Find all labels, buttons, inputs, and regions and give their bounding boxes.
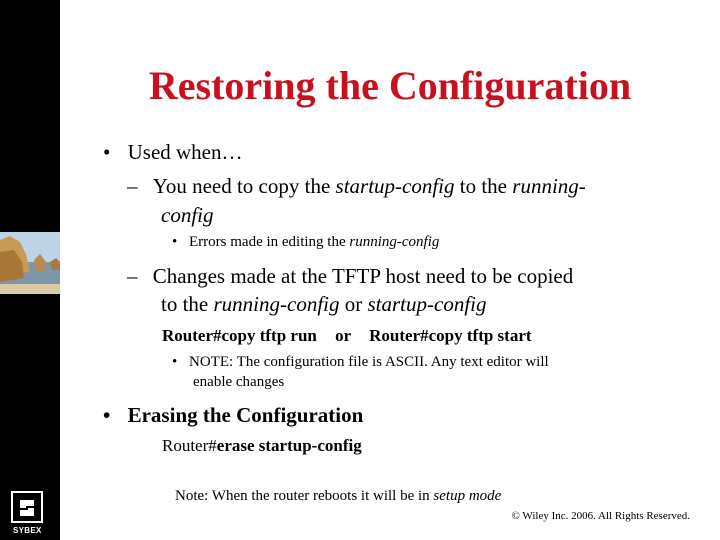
command-or-text: or bbox=[335, 326, 351, 345]
note-text-line2: enable changes bbox=[193, 374, 285, 390]
startup-config-term: startup-config bbox=[335, 174, 455, 198]
small-bullet-symbol: • bbox=[172, 354, 178, 370]
bullet-symbol: • bbox=[103, 140, 111, 164]
bullet-erasing bbox=[103, 403, 363, 428]
subbullet-changes-tftp bbox=[127, 264, 573, 289]
changes-text-line2 bbox=[161, 292, 487, 317]
running-config-term-continued: config bbox=[161, 203, 214, 227]
note-text-line1: NOTE: The configuration file is ASCII. Any text editor will bbox=[189, 354, 549, 370]
dash-symbol: – bbox=[127, 264, 138, 288]
changes-or-text: or bbox=[339, 292, 368, 316]
command-line-copy bbox=[162, 326, 532, 346]
subsubbullet-note bbox=[172, 354, 549, 371]
subsubbullet-errors bbox=[172, 234, 439, 251]
changes-text-line1: Changes made at the TFTP host need to be copied bbox=[152, 264, 574, 288]
erasing-heading-text: Erasing the Configuration bbox=[127, 403, 364, 427]
sybex-logo-text: SYBEX bbox=[13, 526, 42, 535]
changes-text-pre: to the bbox=[161, 292, 214, 316]
coastal-landscape-image bbox=[0, 232, 60, 294]
running-config-term: running- bbox=[512, 174, 586, 198]
command-copy-tftp-run: Router#copy tftp run bbox=[162, 326, 317, 345]
changes-running-config-term: running-config bbox=[213, 292, 340, 316]
command-erase bbox=[162, 436, 362, 456]
slide-title: Restoring the Configuration bbox=[148, 63, 632, 108]
subbullet-copy-startup bbox=[127, 174, 586, 199]
errors-text-pre: Errors made in editing the bbox=[189, 234, 350, 250]
command-copy-tftp-start: Router#copy tftp start bbox=[369, 326, 532, 345]
reboot-note-text: Note: When the router reboots it will be in bbox=[175, 488, 434, 504]
bullet-symbol: • bbox=[103, 403, 111, 427]
changes-startup-config-term: startup-config bbox=[367, 292, 487, 316]
small-bullet-symbol: • bbox=[172, 234, 178, 250]
copy-startup-text-mid: to the bbox=[454, 174, 513, 198]
setup-mode-term: setup mode bbox=[433, 488, 502, 504]
copy-startup-text-pre: You need to copy the bbox=[152, 174, 336, 198]
erase-command-text: erase startup-config bbox=[216, 436, 362, 455]
bullet-used-when bbox=[103, 140, 243, 165]
erase-prompt: Router# bbox=[162, 436, 217, 455]
copyright-notice: © Wiley Inc. 2006. All Rights Reserved. bbox=[511, 510, 690, 522]
bullet-used-when-text: Used when… bbox=[127, 140, 243, 164]
errors-running-config-term: running-config bbox=[349, 234, 440, 250]
reboot-note bbox=[175, 488, 501, 505]
dash-symbol: – bbox=[127, 174, 138, 198]
